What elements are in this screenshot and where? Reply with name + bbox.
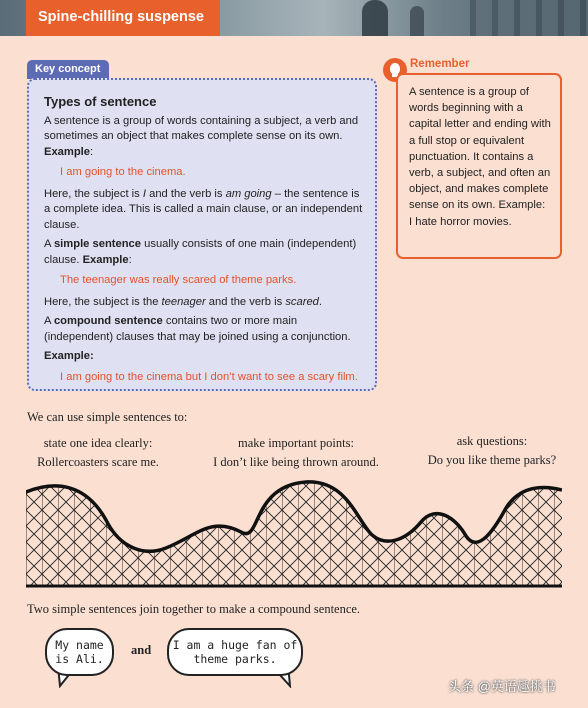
silhouette-figure [362, 0, 388, 36]
explanation-2: Here, the subject is the teenager and the verb is scared. [44, 295, 323, 308]
speech-bubble-1: My name is Ali. [45, 628, 114, 676]
page-title: Spine-chilling suspense [26, 0, 220, 36]
use-item-ask-questions: ask questions: Do you like theme parks? [427, 434, 557, 467]
key-concept-content [44, 94, 364, 391]
use-item-important-points: make important points: I don’t like being thrown around. [213, 436, 379, 469]
uses-lead: We can use simple sentences to: [27, 410, 188, 424]
key-concept-tag: Key concept [27, 60, 109, 79]
remember-example: I hate horror movies. [409, 215, 512, 228]
silhouette-figure-2 [410, 6, 424, 36]
header-banner [0, 0, 588, 36]
example-sentence-2: The teenager was really scared of theme parks. [60, 274, 297, 286]
definition-text: A sentence is a group of words containing a subject, a verb and sometimes an object that makes complete sense on its own. Example: [44, 114, 359, 158]
speech-bubble-2: I am a huge fan of theme parks. [167, 628, 303, 676]
forest-illustration [470, 0, 588, 36]
key-concept-heading: Types of sentence [44, 94, 157, 109]
example-label: Example: [44, 350, 94, 362]
compound-lead: Two simple sentences join together to make a compound sentence. [27, 602, 361, 616]
use-item-state-idea: state one idea clearly: Rollercoasters scare me. [37, 436, 159, 469]
remember-title: Remember [410, 58, 470, 70]
remember-text: A sentence is a group of words beginning with a capital letter and ending with a full stop or equivalent punctuation. It contains a verb, a subject, and often an object, and makes complete sense on its own. Example: I hate horror movies. [409, 86, 551, 228]
watermark: 头条 @英语趣挑书 [448, 679, 556, 694]
conjunction-word: and [131, 643, 152, 657]
example-sentence-1: I am going to the cinema. [60, 166, 186, 178]
example-sentence-3: I am going to the cinema but I don’t want to see a scary film. [60, 370, 358, 383]
simple-sentence-definition: A simple sentence usually consists of one main (independent) clause. Example: [44, 238, 357, 266]
rollercoaster-illustration [26, 478, 562, 590]
compound-sentence-definition: A compound sentence contains two or more main (independent) clauses that may be joined using a conjunction. [44, 315, 351, 343]
explanation-1: Here, the subject is I and the verb is am going – the sentence is a complete idea. This is called a main clause, or an independent clause. [44, 187, 363, 231]
